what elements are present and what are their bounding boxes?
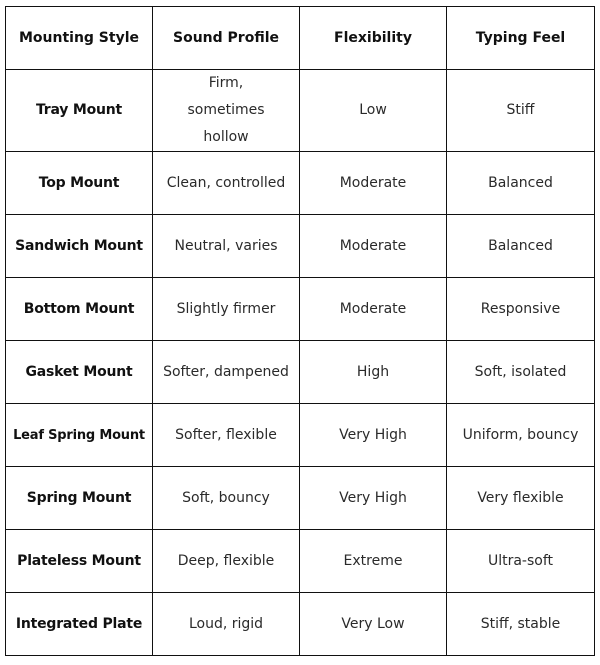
table-row — [6, 278, 595, 341]
flexibility-cell: Moderate — [300, 152, 447, 215]
table-row — [6, 215, 595, 278]
sound-profile-cell: Softer, flexible — [153, 404, 300, 467]
sound-profile-cell: Soft, bouncy — [153, 467, 300, 530]
flexibility-cell: Extreme — [300, 530, 447, 593]
typing-feel-cell: Balanced — [447, 152, 595, 215]
typing-feel-cell: Very flexible — [447, 467, 595, 530]
mounting-style-cell: Gasket Mount — [6, 341, 153, 404]
flexibility-cell: High — [300, 341, 447, 404]
mounting-style-cell: Plateless Mount — [6, 530, 153, 593]
mounting-style-cell: Top Mount — [6, 152, 153, 215]
header-flexibility: Flexibility — [300, 7, 447, 70]
mounting-style-cell: Integrated Plate — [6, 593, 153, 656]
typing-feel-cell: Balanced — [447, 215, 595, 278]
header-typing-feel: Typing Feel — [447, 7, 595, 70]
flexibility-cell: Low — [300, 70, 447, 152]
mounting-style-cell: Leaf Spring Mount — [6, 404, 153, 467]
typing-feel-cell: Stiff — [447, 70, 595, 152]
typing-feel-cell: Responsive — [447, 278, 595, 341]
sound-profile-cell: Slightly firmer — [153, 278, 300, 341]
table-row — [6, 70, 595, 152]
sound-profile-cell: Firm, sometimes hollow — [153, 70, 300, 152]
typing-feel-cell: Uniform, bouncy — [447, 404, 595, 467]
typing-feel-cell: Soft, isolated — [447, 341, 595, 404]
sound-profile-cell: Softer, dampened — [153, 341, 300, 404]
mounting-style-cell: Spring Mount — [6, 467, 153, 530]
table-row — [6, 404, 595, 467]
typing-feel-cell: Stiff, stable — [447, 593, 595, 656]
header-sound-profile: Sound Profile — [153, 7, 300, 70]
sound-profile-cell: Deep, flexible — [153, 530, 300, 593]
table-row — [6, 593, 595, 656]
header-mounting-style: Mounting Style — [6, 7, 153, 70]
mounting-styles-table — [5, 6, 595, 656]
mounting-style-cell: Bottom Mount — [6, 278, 153, 341]
table-row — [6, 152, 595, 215]
flexibility-cell: Moderate — [300, 215, 447, 278]
mounting-style-cell: Sandwich Mount — [6, 215, 153, 278]
mounting-style-cell: Tray Mount — [6, 70, 153, 152]
flexibility-cell: Moderate — [300, 278, 447, 341]
flexibility-cell: Very Low — [300, 593, 447, 656]
table-row — [6, 341, 595, 404]
flexibility-cell: Very High — [300, 467, 447, 530]
table-row — [6, 467, 595, 530]
sound-profile-cell: Neutral, varies — [153, 215, 300, 278]
typing-feel-cell: Ultra-soft — [447, 530, 595, 593]
flexibility-cell: Very High — [300, 404, 447, 467]
table-row — [6, 530, 595, 593]
sound-profile-cell: Loud, rigid — [153, 593, 300, 656]
header-row — [6, 7, 595, 70]
sound-profile-cell: Clean, controlled — [153, 152, 300, 215]
